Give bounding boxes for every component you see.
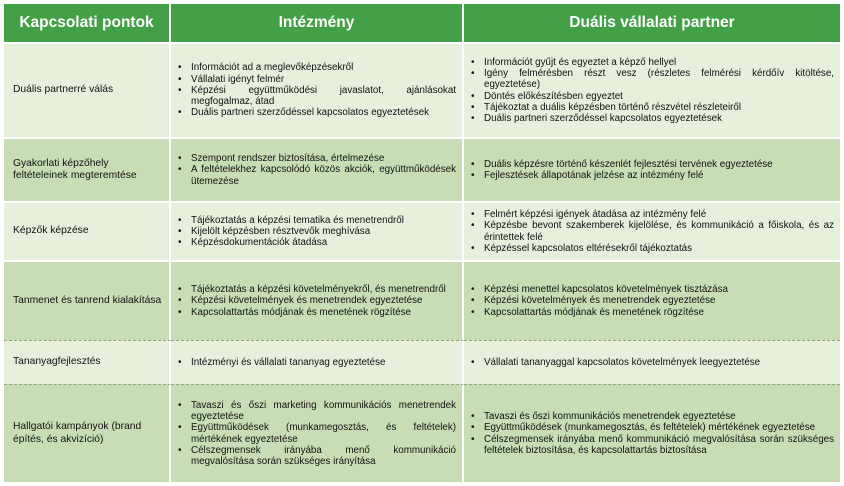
list-item: • Együttműködések (munkamegosztás, és feltételek) mértékének egyeztetése: [191, 422, 456, 445]
list-item: • Képzési követelmények és menetrendek egyeztetése: [191, 295, 456, 306]
header-dual-partner: Duális vállalati partner: [464, 4, 840, 42]
institution-cell: [171, 384, 464, 482]
bullet-list: [470, 57, 834, 125]
row-label: Képzők képzése: [4, 201, 171, 260]
bullet-list: [470, 209, 834, 254]
partner-cell: [464, 260, 840, 340]
row-label: Hallgatói kampányok (brand építés, és akvizíció): [4, 384, 171, 482]
list-item: • Képzési együttműködési javaslatot, ajánlásokat megfogalmaz, átad: [191, 85, 456, 108]
list-item: • Információt gyűjt és egyeztet a képző hellyel: [484, 57, 834, 68]
bullet-list: [177, 215, 456, 249]
bullet-list: [470, 357, 834, 368]
list-item: • Képzési menettel kapcsolatos követelmények tisztázása: [484, 284, 834, 295]
table-row: [4, 260, 840, 340]
list-item: • Duális képzésre történő készenlét fejlesztési tervének egyeztetése: [484, 159, 834, 170]
partner-cell: [464, 201, 840, 260]
list-item: • Kijelölt képzésben résztvevők meghívása: [191, 226, 456, 237]
header-row: [4, 4, 840, 42]
institution-cell: [171, 340, 464, 384]
list-item: • Felmért képzési igények átadása az intézmény felé: [484, 209, 834, 220]
bullet-list: [177, 62, 456, 118]
institution-cell: [171, 201, 464, 260]
list-item: • Információt ad a meglevőképzésekről: [191, 62, 456, 73]
institution-cell: [171, 137, 464, 201]
bullet-list: [177, 284, 456, 318]
list-item: • Tájékoztatás a képzési követelményekről, és menetrendről: [191, 284, 456, 295]
bullet-list: [177, 153, 456, 187]
table-row: [4, 340, 840, 384]
table-row: [4, 137, 840, 201]
list-item: • Tavaszi és őszi marketing kommunikációs menetrendek egyeztetése: [191, 400, 456, 423]
institution-cell: [171, 260, 464, 340]
bullet-list: [470, 159, 834, 182]
list-item: • Kapcsolattartás módjának és menetének rögzítése: [191, 307, 456, 318]
row-label: Duális partnerré válás: [4, 42, 171, 137]
partner-cell: [464, 384, 840, 482]
table-row: [4, 42, 840, 137]
list-item: • Intézményi és vállalati tananyag egyeztetése: [191, 357, 456, 368]
list-item: • Duális partneri szerződéssel kapcsolatos egyeztetések: [484, 113, 834, 124]
list-item: • Kapcsolattartás módjának és menetének rögzítése: [484, 307, 834, 318]
partner-cell: [464, 137, 840, 201]
row-label: Tanmenet és tanrend kialakítása: [4, 260, 171, 340]
list-item: • Tavaszi és őszi kommunikációs menetrendek egyeztetése: [484, 411, 834, 422]
partner-cell: [464, 42, 840, 137]
list-item: • Tájékoztatás a képzési tematika és menetrendről: [191, 215, 456, 226]
list-item: • Képzéssel kapcsolatos eltérésekről tájékoztatás: [484, 243, 834, 254]
bullet-list: [470, 284, 834, 318]
list-item: • Képzésdokumentációk átadása: [191, 237, 456, 248]
partner-cell: [464, 340, 840, 384]
list-item: • Fejlesztések állapotának jelzése az intézmény felé: [484, 170, 834, 181]
list-item: • Tájékoztat a duális képzésben történő részvétel részleteiről: [484, 102, 834, 113]
list-item: • Igény felmérésben részt vesz (részletes felmérési kérdőív kitöltése, egyeztetése): [484, 68, 834, 91]
list-item: • A feltételekhez kapcsolódó közös akciók, együttműködések ütemezése: [191, 164, 456, 187]
institution-cell: [171, 42, 464, 137]
list-item: • Döntés előkészítésben egyeztet: [484, 91, 834, 102]
list-item: • Képzésbe bevont szakemberek kijelölése, és kommunikáció a főiskola, és az érintettek felé: [484, 220, 834, 243]
list-item: • Képzési követelmények és menetrendek egyeztetése: [484, 295, 834, 306]
list-item: • Célszegmensek irányába menő kommunikáció megvalósítása során szükséges irányítása: [191, 445, 456, 468]
table-row: [4, 201, 840, 260]
header-contact-points: Kapcsolati pontok: [4, 4, 171, 42]
contact-points-table: [4, 4, 840, 482]
list-item: • Szempont rendszer biztosítása, értelmezése: [191, 153, 456, 164]
bullet-list: [470, 411, 834, 456]
list-item: • Vállalati tananyaggal kapcsolatos követelmények leegyeztetése: [484, 357, 834, 368]
list-item: • Vállalati igényt felmér: [191, 74, 456, 85]
bullet-list: [177, 400, 456, 468]
list-item: • Célszegmensek irányába menő kommunikáció megvalósítása során szükséges feltételek biztosítása, és kapcsolattartás biztosítása: [484, 434, 834, 457]
bullet-list: [177, 357, 456, 368]
table-row: [4, 384, 840, 482]
list-item: • Duális partneri szerződéssel kapcsolatos egyeztetések: [191, 107, 456, 118]
header-institution: Intézmény: [171, 4, 464, 42]
row-label: Tananyagfejlesztés: [4, 340, 171, 384]
row-label: Gyakorlati képzőhely feltételeinek megteremtése: [4, 137, 171, 201]
list-item: • Együttműködések (munkamegosztás, és feltételek) mértékének egyeztetése: [484, 422, 834, 433]
